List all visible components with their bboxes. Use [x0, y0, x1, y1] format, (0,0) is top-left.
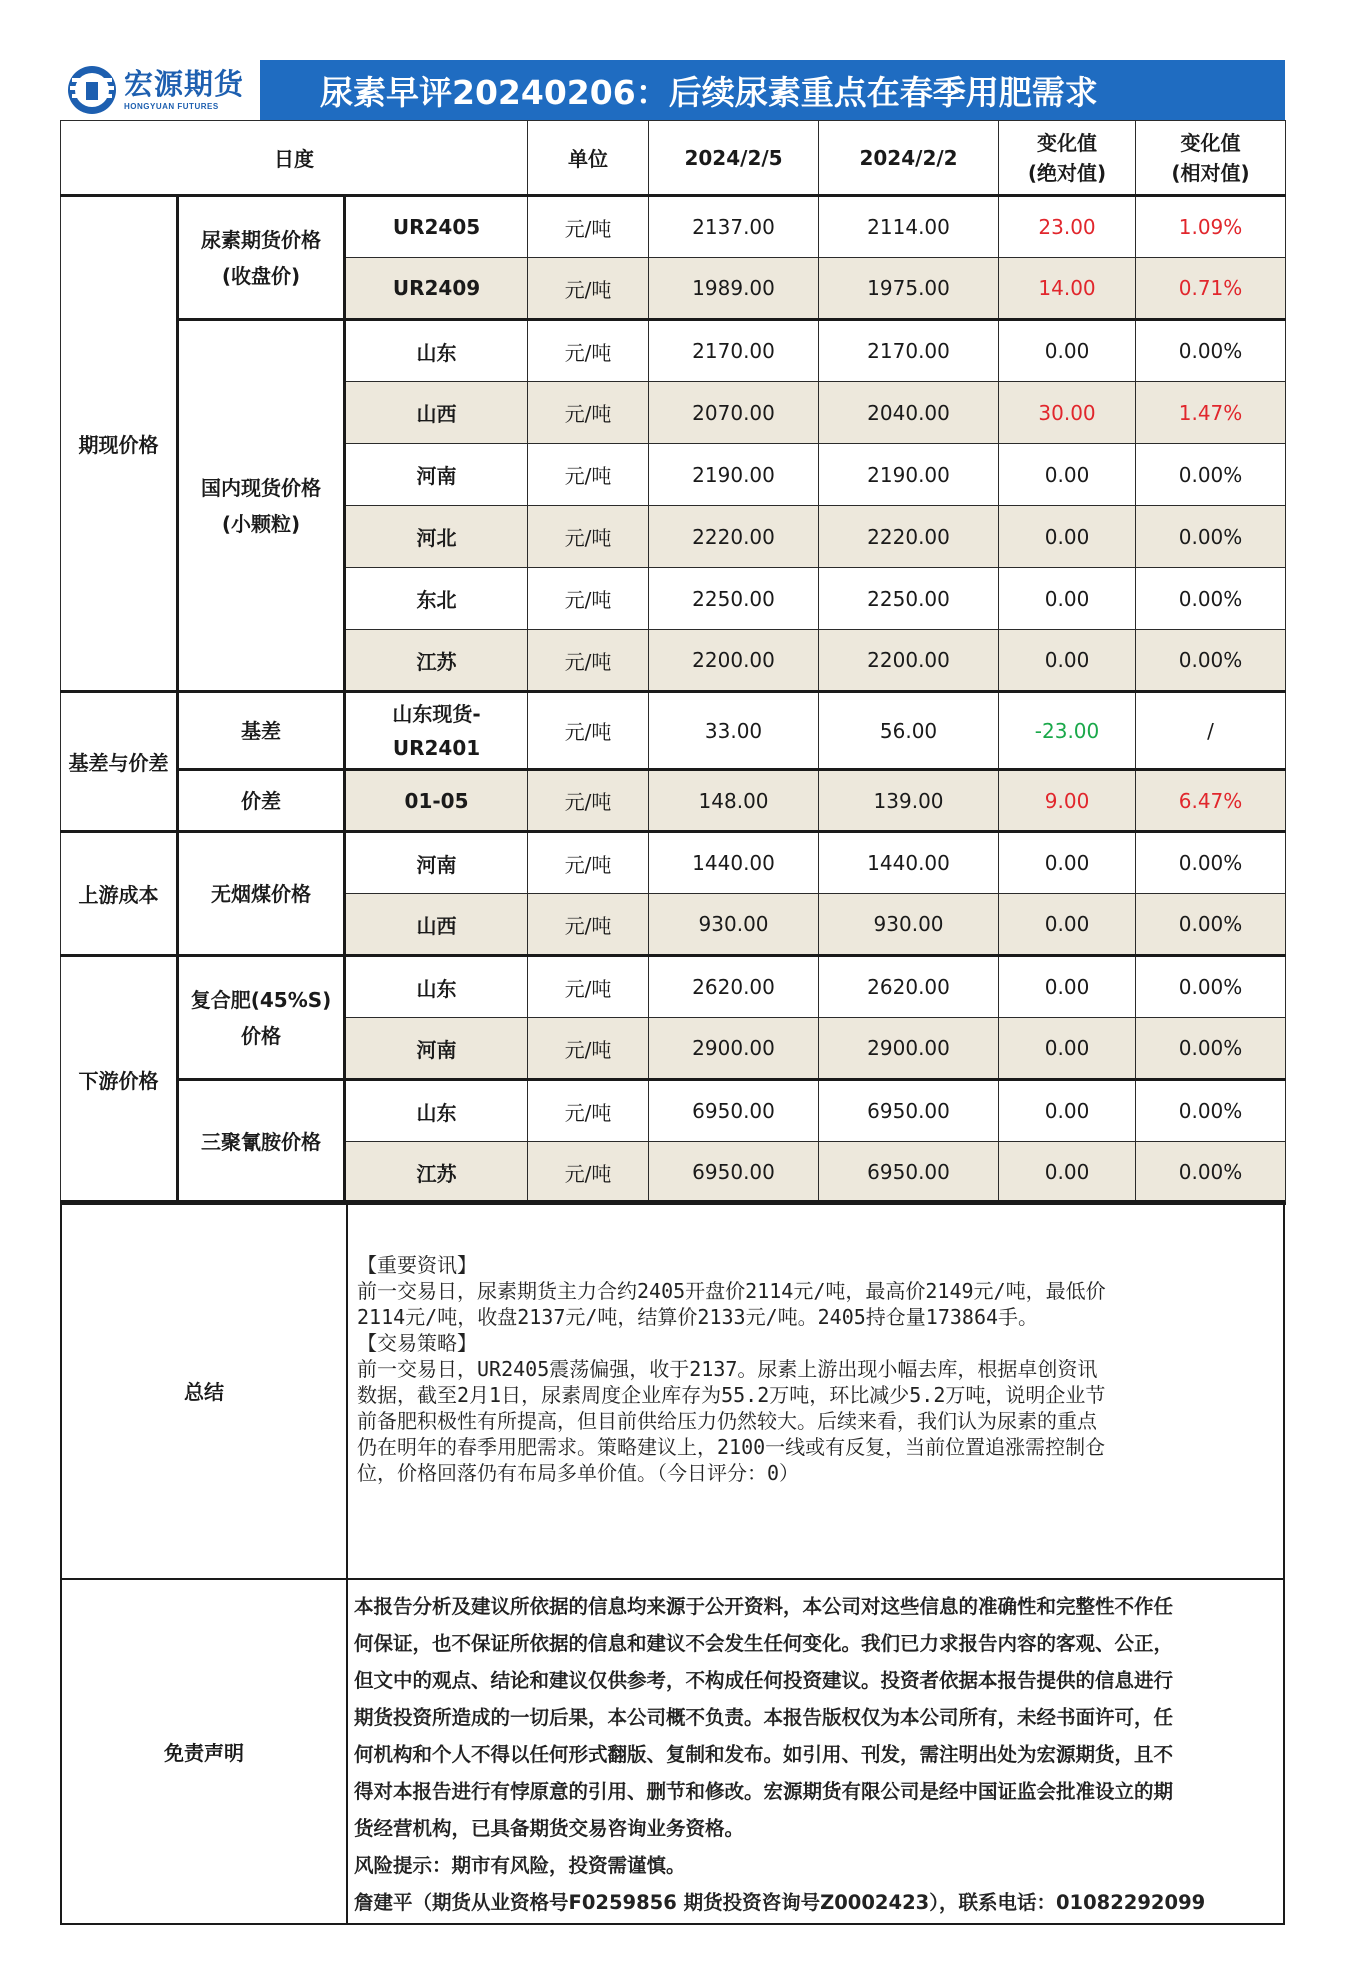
- row-change-rel: 0.71%: [1136, 258, 1286, 320]
- table-row: [61, 320, 1286, 382]
- row-value-date2: 139.00: [819, 770, 999, 832]
- subgroup-basis: 基差: [178, 692, 345, 770]
- disclaimer-line: 何保证，也不保证所依据的信息和建议不会发生任何变化。我们已力求报告内容的客观、公正，: [354, 1632, 1174, 1655]
- table-row: [61, 692, 1286, 770]
- summary-line: 【重要资讯】: [357, 1253, 477, 1277]
- summary-line: 前一交易日，尿素期货主力合约2405开盘价2114元/吨，最高价2149元/吨，最低价: [357, 1279, 1106, 1303]
- row-change-abs: 14.00: [999, 258, 1136, 320]
- summary-line: 2114元/吨，收盘2137元/吨，结算价2133元/吨。2405持仓量173864手。: [357, 1305, 1039, 1329]
- price-table: [60, 120, 1286, 1205]
- row-value-date1: 2170.00: [649, 320, 819, 382]
- summary-line: 仍在明年的春季用肥需求。策略建议上，2100一线或有反复，当前位置追涨需控制仓: [357, 1435, 1106, 1459]
- disclaimer-line: 但文中的观点、结论和建议仅供参考，不构成任何投资建议。投资者依据本报告提供的信息进行: [354, 1669, 1174, 1692]
- row-value-date2: 2200.00: [819, 630, 999, 692]
- row-change-abs: 0.00: [999, 1018, 1136, 1080]
- row-change-abs: 0.00: [999, 630, 1136, 692]
- row-item: 东北: [345, 568, 528, 630]
- row-unit: 元/吨: [528, 320, 649, 382]
- row-value-date1: 33.00: [649, 692, 819, 770]
- subgroup-coal-price: 无烟煤价格: [178, 832, 345, 956]
- row-value-date1: 2070.00: [649, 382, 819, 444]
- subgroup-spot-price: [178, 320, 345, 692]
- row-unit: 元/吨: [528, 630, 649, 692]
- row-unit: 元/吨: [528, 258, 649, 320]
- row-change-rel: 0.00%: [1136, 506, 1286, 568]
- header-date-1: 2024/2/5: [649, 121, 819, 196]
- row-change-rel: 0.00%: [1136, 1142, 1286, 1204]
- row-unit: 元/吨: [528, 692, 649, 770]
- header-change-abs-line1: 变化值: [1037, 130, 1098, 155]
- subgroup-compound-line2: 价格: [241, 1023, 281, 1048]
- row-item: 河南: [345, 1018, 528, 1080]
- row-item: 山西: [345, 382, 528, 444]
- row-item: 山东: [345, 320, 528, 382]
- row-item: 河北: [345, 506, 528, 568]
- row-value-date2: 2040.00: [819, 382, 999, 444]
- table-row: [61, 956, 1286, 1018]
- row-value-date2: 6950.00: [819, 1142, 999, 1204]
- disclaimer-text: [354, 1588, 1279, 1921]
- row-item-line1: 山东现货-: [392, 701, 481, 726]
- table-header-row: [61, 121, 1286, 196]
- row-value-date1: 2250.00: [649, 568, 819, 630]
- row-change-rel: 1.47%: [1136, 382, 1286, 444]
- header-change-rel-line2: (相对值): [1171, 160, 1250, 185]
- table-row: [61, 832, 1286, 894]
- row-value-date2: 56.00: [819, 692, 999, 770]
- row-value-date1: 148.00: [649, 770, 819, 832]
- row-value-date2: 2220.00: [819, 506, 999, 568]
- table-row: [61, 1080, 1286, 1142]
- row-item-line2: UR2401: [392, 735, 481, 760]
- subgroup-spot-line2: (小颗粒): [221, 511, 301, 536]
- row-change-rel: /: [1136, 692, 1286, 770]
- subgroup-melamine-price: 三聚氰胺价格: [178, 1080, 345, 1204]
- row-unit: 元/吨: [528, 956, 649, 1018]
- row-change-abs: 0.00: [999, 832, 1136, 894]
- row-item: 山西: [345, 894, 528, 956]
- summary-section: [60, 1200, 1285, 1580]
- row-value-date1: 2190.00: [649, 444, 819, 506]
- header-change-abs-line2: (绝对值): [1027, 160, 1107, 185]
- row-value-date1: 2220.00: [649, 506, 819, 568]
- row-change-rel: 0.00%: [1136, 568, 1286, 630]
- row-value-date2: 1440.00: [819, 832, 999, 894]
- row-value-date2: 2170.00: [819, 320, 999, 382]
- header-change-rel: [1136, 121, 1286, 196]
- disclaimer-line: 詹建平（期货从业资格号F0259856 期货投资咨询号Z0002423），联系电话：01082292099: [354, 1891, 1206, 1914]
- row-unit: 元/吨: [528, 1080, 649, 1142]
- subgroup-futures-line1: 尿素期货价格: [201, 227, 321, 252]
- row-value-date2: 1975.00: [819, 258, 999, 320]
- row-unit: 元/吨: [528, 444, 649, 506]
- row-change-rel: 6.47%: [1136, 770, 1286, 832]
- row-item: 山东: [345, 1080, 528, 1142]
- summary-line: 前一交易日，UR2405震荡偏强，收于2137。尿素上游出现小幅去库，根据卓创资讯: [357, 1357, 1098, 1381]
- subgroup-futures-line2: (收盘价): [221, 263, 301, 288]
- row-change-abs: 30.00: [999, 382, 1136, 444]
- row-unit: 元/吨: [528, 196, 649, 258]
- row-change-abs: 0.00: [999, 894, 1136, 956]
- row-unit: 元/吨: [528, 894, 649, 956]
- row-change-abs: 0.00: [999, 1142, 1136, 1204]
- row-unit: 元/吨: [528, 1142, 649, 1204]
- category-upstream: 上游成本: [61, 832, 178, 956]
- header-day: 日度: [61, 121, 528, 196]
- company-logo: [60, 60, 260, 120]
- row-change-abs: 0.00: [999, 320, 1136, 382]
- header-change-abs: [999, 121, 1136, 196]
- row-item: 河南: [345, 832, 528, 894]
- row-value-date1: 2137.00: [649, 196, 819, 258]
- row-change-rel: 0.00%: [1136, 320, 1286, 382]
- summary-line: 数据，截至2月1日，尿素周度企业库存为55.2万吨，环比减少5.2万吨，说明企业节: [357, 1383, 1106, 1407]
- row-change-abs: 0.00: [999, 568, 1136, 630]
- row-change-rel: 1.09%: [1136, 196, 1286, 258]
- summary-label: 总结: [62, 1202, 348, 1578]
- row-item: 河南: [345, 444, 528, 506]
- row-item: UR2409: [345, 258, 528, 320]
- subgroup-compound-fertilizer: [178, 956, 345, 1080]
- row-change-abs: 0.00: [999, 956, 1136, 1018]
- row-item: UR2405: [345, 196, 528, 258]
- row-change-rel: 0.00%: [1136, 894, 1286, 956]
- row-item: 江苏: [345, 630, 528, 692]
- logo-english-name: HONGYUAN FUTURES: [124, 101, 219, 111]
- row-change-rel: 0.00%: [1136, 630, 1286, 692]
- summary-text: [357, 1252, 1277, 1486]
- report-sheet: [60, 60, 1285, 1925]
- row-value-date2: 930.00: [819, 894, 999, 956]
- row-change-abs: 23.00: [999, 196, 1136, 258]
- row-value-date1: 2200.00: [649, 630, 819, 692]
- row-unit: 元/吨: [528, 568, 649, 630]
- row-item: [345, 692, 528, 770]
- header-date-2: 2024/2/2: [819, 121, 999, 196]
- header-unit: 单位: [528, 121, 649, 196]
- summary-line: 前备肥积极性有所提高，但目前供给压力仍然较大。后续来看，我们认为尿素的重点: [357, 1409, 1097, 1433]
- row-change-rel: 0.00%: [1136, 1018, 1286, 1080]
- disclaimer-line: 期货投资所造成的一切后果，本公司概不负责。本报告版权仅为本公司所有，未经书面许可，任: [354, 1706, 1174, 1729]
- disclaimer-section: [60, 1580, 1285, 1925]
- row-unit: 元/吨: [528, 382, 649, 444]
- row-value-date1: 6950.00: [649, 1080, 819, 1142]
- row-change-abs: 0.00: [999, 506, 1136, 568]
- row-value-date1: 2900.00: [649, 1018, 819, 1080]
- row-change-abs: 0.00: [999, 444, 1136, 506]
- row-value-date1: 6950.00: [649, 1142, 819, 1204]
- row-change-rel: 0.00%: [1136, 956, 1286, 1018]
- disclaimer-line: 本报告分析及建议所依据的信息均来源于公开资料，本公司对这些信息的准确性和完整性不作任: [354, 1595, 1174, 1618]
- logo-chinese-name: 宏源期货: [124, 66, 245, 101]
- report-title: 尿素早评20240206：后续尿素重点在春季用肥需求: [260, 60, 1285, 120]
- row-value-date1: 1989.00: [649, 258, 819, 320]
- row-change-rel: 0.00%: [1136, 1080, 1286, 1142]
- row-value-date2: 2190.00: [819, 444, 999, 506]
- subgroup-compound-line1: 复合肥(45%S): [190, 987, 332, 1012]
- row-item: 江苏: [345, 1142, 528, 1204]
- row-unit: 元/吨: [528, 832, 649, 894]
- row-change-rel: 0.00%: [1136, 444, 1286, 506]
- table-row: [61, 770, 1286, 832]
- subgroup-spread: 价差: [178, 770, 345, 832]
- disclaimer-line: 货经营机构，已具备期货交易咨询业务资格。: [354, 1817, 745, 1840]
- row-change-abs: -23.00: [999, 692, 1136, 770]
- row-value-date1: 2620.00: [649, 956, 819, 1018]
- row-value-date2: 2250.00: [819, 568, 999, 630]
- row-item: 01-05: [345, 770, 528, 832]
- subgroup-futures-price: [178, 196, 345, 320]
- summary-line: 位，价格回落仍有布局多单价值。（今日评分：0）: [357, 1461, 800, 1485]
- disclaimer-line: 得对本报告进行有悖原意的引用、删节和修改。宏源期货有限公司是经中国证监会批准设立的期: [354, 1780, 1174, 1803]
- row-change-abs: 0.00: [999, 1080, 1136, 1142]
- subgroup-spot-line1: 国内现货价格: [201, 475, 321, 500]
- row-unit: 元/吨: [528, 770, 649, 832]
- row-value-date2: 2620.00: [819, 956, 999, 1018]
- disclaimer-line: 何机构和个人不得以任何形式翻版、复制和发布。如引用、刊发，需注明出处为宏源期货，且不: [354, 1743, 1174, 1766]
- report-header: [60, 60, 1285, 120]
- row-value-date2: 6950.00: [819, 1080, 999, 1142]
- row-value-date2: 2900.00: [819, 1018, 999, 1080]
- row-change-rel: 0.00%: [1136, 832, 1286, 894]
- category-price: 期现价格: [61, 196, 178, 692]
- row-value-date2: 2114.00: [819, 196, 999, 258]
- summary-line: 【交易策略】: [357, 1331, 477, 1355]
- row-change-abs: 9.00: [999, 770, 1136, 832]
- disclaimer-label: 免责声明: [62, 1580, 348, 1923]
- category-basis: 基差与价差: [61, 692, 178, 832]
- table-row: [61, 196, 1286, 258]
- row-value-date1: 1440.00: [649, 832, 819, 894]
- category-downstream: 下游价格: [61, 956, 178, 1204]
- hongyuan-logo-icon: [66, 64, 118, 116]
- row-item: 山东: [345, 956, 528, 1018]
- row-unit: 元/吨: [528, 1018, 649, 1080]
- row-value-date1: 930.00: [649, 894, 819, 956]
- header-change-rel-line1: 变化值: [1180, 130, 1241, 155]
- disclaimer-line: 风险提示：期市有风险，投资需谨慎。: [354, 1854, 686, 1877]
- row-unit: 元/吨: [528, 506, 649, 568]
